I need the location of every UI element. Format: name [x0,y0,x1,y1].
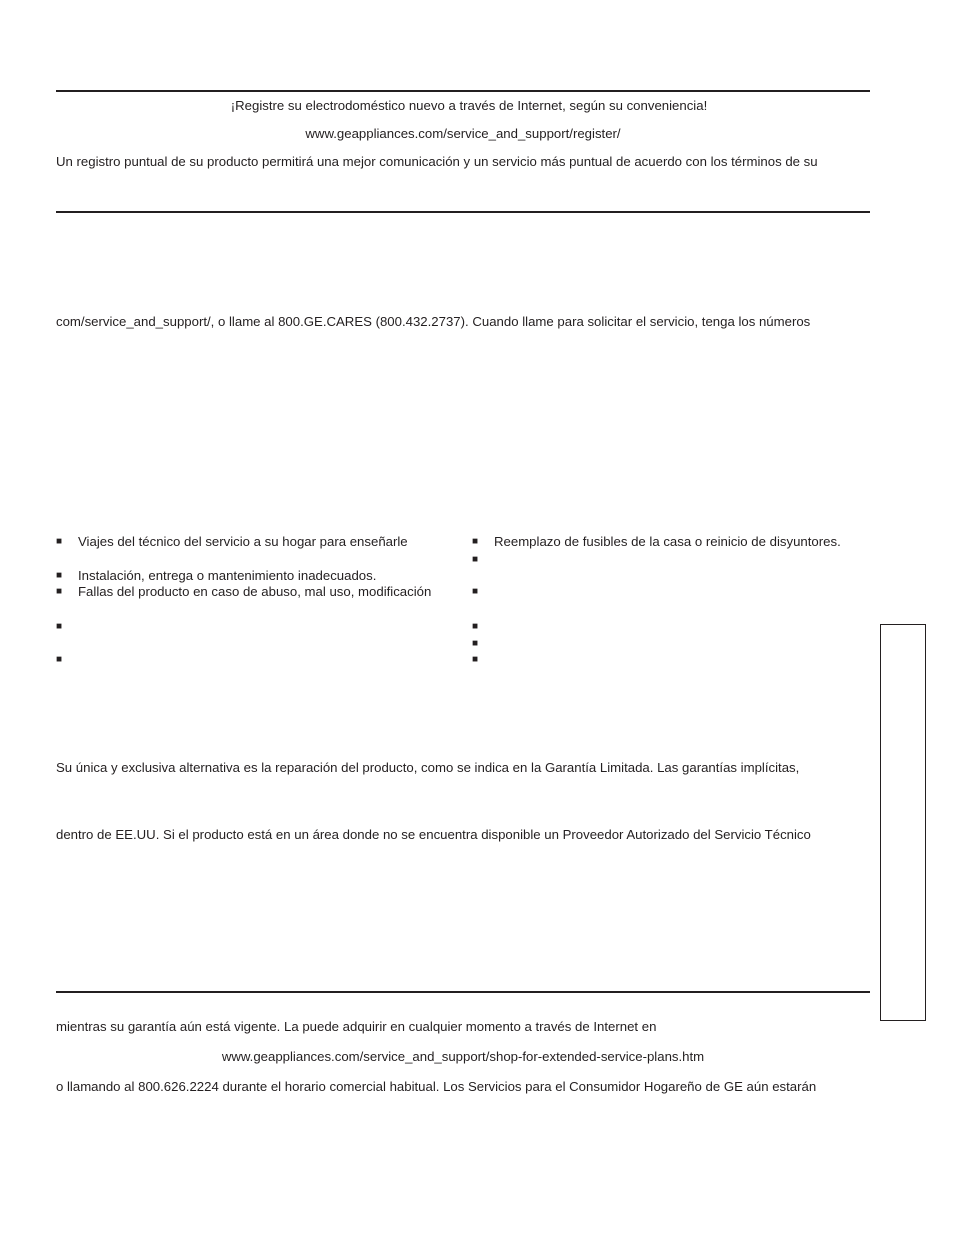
bullet-icon: ■ [472,654,479,665]
bullet-icon: ■ [56,586,63,597]
bullet-icon: ■ [472,638,479,649]
bullet-icon: ■ [56,654,63,665]
extended-rule [56,991,870,993]
exclusion-item: Instalación, entrega o mantenimiento inadecuados. [78,568,377,583]
bullet-icon: ■ [472,554,479,565]
registration-url[interactable]: www.geappliances.com/service_and_support/register/ [305,126,621,141]
bullet-icon: ■ [472,621,479,632]
limits-line-1: Su única y exclusiva alternativa es la reparación del producto, como se indica en la Garantía Limitada. Las garantías implícitas, [56,760,800,775]
registration-rule [56,90,870,92]
exclusion-item: Reemplazo de fusibles de la casa o reinicio de disyuntores. [494,534,841,549]
bullet-icon: ■ [472,536,479,547]
language-side-tab [880,624,926,1021]
bullet-icon: ■ [472,586,479,597]
registration-body: Un registro puntual de su producto permitirá una mejor comunicación y un servicio más puntual de acuerdo con los términos de su [56,154,818,169]
registration-heading: ¡Registre su electrodoméstico nuevo a través de Internet, según su conveniencia! [230,98,708,113]
bullet-icon: ■ [56,536,63,547]
service-body: com/service_and_support/, o llame al 800.GE.CARES (800.432.2737). Cuando llame para solicitar el servicio, tenga los números [56,314,811,329]
bullet-icon: ■ [56,570,63,581]
service-rule [56,211,870,213]
extended-url[interactable]: www.geappliances.com/service_and_support/shop-for-extended-service-plans.htm [221,1049,705,1064]
bullet-icon: ■ [56,621,63,632]
extended-line-1: mientras su garantía aún está vigente. La puede adquirir en cualquier momento a través de Internet en [56,1019,657,1034]
exclusion-item: Fallas del producto en caso de abuso, mal uso, modificación [78,584,432,599]
limits-line-2: dentro de EE.UU. Si el producto está en un área donde no se encuentra disponible un Proveedor Autorizado del Servicio Técnico [56,827,811,842]
exclusion-item: Viajes del técnico del servicio a su hogar para enseñarle [78,534,408,549]
extended-line-2: o llamando al 800.626.2224 durante el horario comercial habitual. Los Servicios para el Consumidor Hogareño de GE aún estarán [56,1079,817,1094]
